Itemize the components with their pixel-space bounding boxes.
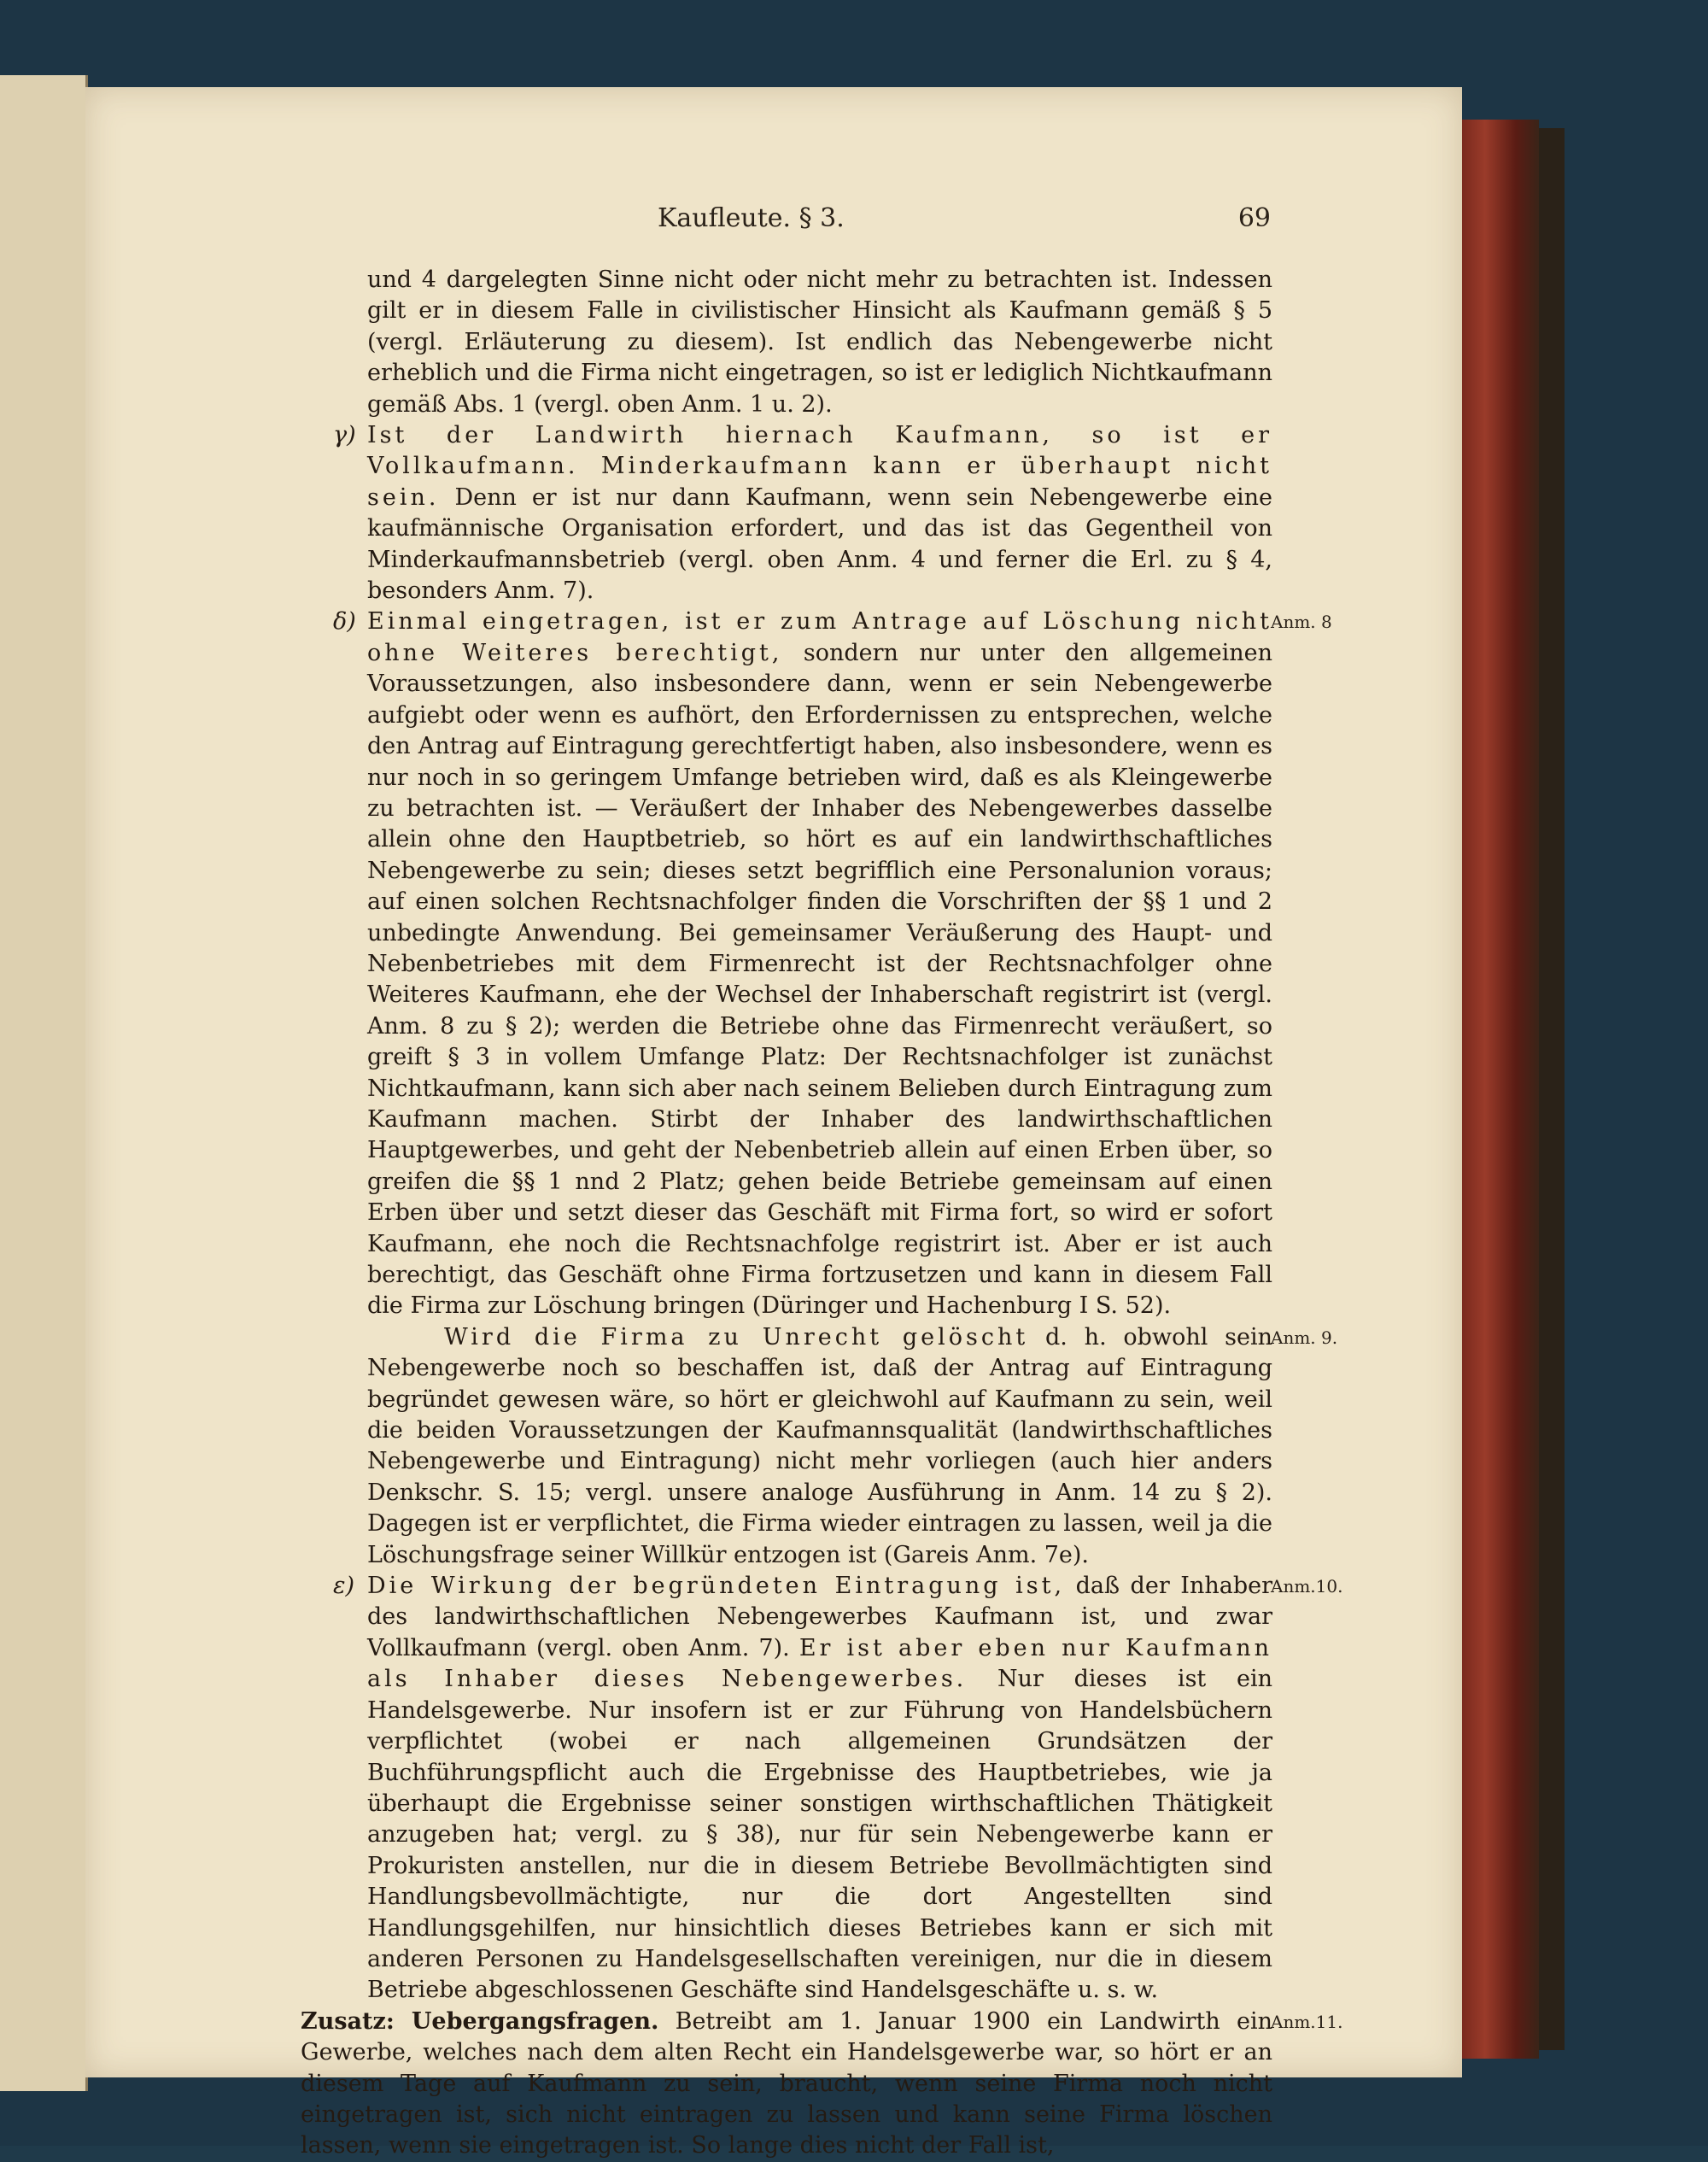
page-body xyxy=(301,265,1343,2162)
paragraph-text: Betreibt am 1. Januar 1900 ein Landwirth ein Gewerbe, welches nach dem alten Recht ein Handelsgewerbe war, so hört er an diesem Tage auf Kaufmann zu sein, braucht, wenn seine Firma noch nicht eingetragen ist, sich nicht eintragen zu lassen und kann seine Firma löschen lassen, wenn sie eingetragen ist. So lange dies nicht der Fall ist, xyxy=(301,2007,1273,2159)
margin-note: Anm. 9. xyxy=(1271,1327,1338,1348)
item-epsilon xyxy=(333,1571,1343,2007)
item-wird xyxy=(367,1322,1338,1571)
book-page-edges xyxy=(1462,120,1539,2059)
paragraph-text: daß der Inhaber des landwirthschaftlichen Nebengewerbes Kaufmann ist, und zwar Vollkaufmann (vergl. oben Anm. 7). xyxy=(367,1573,1272,1661)
item-label: δ) xyxy=(333,608,356,636)
margin-note: Anm.11. xyxy=(1271,2011,1343,2032)
margin-note: Anm.10. xyxy=(1271,1576,1343,1597)
spaced-lead: Einmal eingetragen, ist er zum Antrage auf Löschung nicht ohne Weiteres berechtigt, xyxy=(367,608,1272,666)
paragraph-text-2: Nur dieses ist ein Handelsgewerbe. Nur insofern ist er zur Führung von Handelsbüchern verpflichtet (wobei er nach allgemeinen Grundsätzen der Buchführungspflicht auch die Ergebnisse des Hauptbetriebes, wie ja überhaupt die Ergebnisse seiner sonstigen wirthschaftlichen Thätigkeit anzugeben hat; vergl. zu § 38), nur für sein Nebengewerbe kann er Prokuristen anstellen, nur die in diesem Betriebe Bevollmächtigten sind Handlungsbevollmächtigte, nur die dort Angestellten sind Handlungsgehilfen, nur hinsichtlich dieses Betriebes kann er sich mit anderen Personen zu Handelsgesellschaften vereinigen, nur die in diesem Betriebe abgeschlossenen Geschäfte sind Handelsgeschäfte u. s. w. xyxy=(367,1666,1272,2004)
spaced-lead: Die Wirkung der begründeten Eintragung ist, xyxy=(367,1573,1066,1600)
item-label: γ) xyxy=(333,422,356,449)
margin-note: Anm. 8 xyxy=(1271,612,1332,633)
item-label: ε) xyxy=(333,1573,355,1600)
running-title: Kaufleute. § 3. xyxy=(658,203,845,233)
item-gamma xyxy=(333,420,1272,606)
book-cover xyxy=(1539,128,1565,2050)
spaced-lead: Wird die Firma zu Unrecht gelöscht xyxy=(444,1323,1029,1351)
item-zusatz xyxy=(301,2007,1343,2162)
spaced-lead: Ist der Landwirth hiernach Kaufmann, so ist er Vollkaufmann. Minderkaufmann kann er überhaupt nicht sein. xyxy=(367,422,1272,511)
paragraph-text: sondern nur unter den allgemeinen Voraussetzungen, also insbesondere dann, wenn er sein Nebengewerbe aufgiebt oder wenn es aufhört, den Erfordernissen zu entsprechen, welche den Antrag auf Eintragung gerechtfertigt haben, also insbesondere, wenn es nur noch in so geringem Umfange betrieben wird, daß es als Kleingewerbe zu betrachten ist. — Veräußert der Inhaber des Nebengewerbes dasselbe allein ohne den Hauptbetrieb, so hört es auf ein landwirthschaftliches Nebengewerbe zu sein; dieses setzt begrifflich eine Personalunion voraus; auf einen solchen Rechtsnachfolger finden die Vorschriften der §§ 1 und 2 unbedingte Anwendung. Bei gemeinsamer Veräußerung des Haupt- und Nebenbetriebes mit dem Firmenrecht ist der Rechtsnachfolger ohne Weiteres Kaufmann, ehe der Wechsel der Inhaberschaft registrirt ist (vergl. Anm. 8 zu § 2); werden die Betriebe ohne das Firmenrecht veräußert, so greift § 3 in vollem Umfange Platz: Der Rechtsnachfolger ist zunächst Nichtkaufmann, kann sich aber nach seinem Belieben durch Eintragung zum Kaufmann machen. Stirbt der Inhaber des landwirthschaftlichen Hauptgewerbes, und geht der Nebenbetrieb allein auf einen Erben über, so greifen die §§ 1 nnd 2 Platz; gehen beide Betriebe gemeinsam auf einen Erben über und setzt dieser das Geschäft mit Firma fort, so wird er sofort Kaufmann, ehe noch die Rechtsnachfolge registrirt ist. Aber er ist auch berechtigt, das Geschäft ohne Firma fortzusetzen und kann in diesem Fall die Firma zur Löschung bringen (Düringer und Hachenburg I S. 52). xyxy=(367,639,1272,1320)
paragraph-text: Denn er ist nur dann Kaufmann, wenn sein Nebengewerbe eine kaufmännische Organisation erfordert, und das ist das Gegentheil von Minderkaufmannsbetrieb (vergl. oben Anm. 4 und ferner die Erl. zu § 4, besonders Anm. 7). xyxy=(367,483,1272,605)
facing-page-edge xyxy=(0,75,88,2091)
zusatz-heading: Zusatz: Uebergangsfragen. xyxy=(301,2007,659,2035)
spaced-lead-2: Er ist aber eben nur Kaufmann als Inhaber dieses Nebengewerbes. xyxy=(367,1634,1272,1693)
item-delta xyxy=(333,606,1332,1321)
paragraph-beta-end: und 4 dargelegten Sinne nicht oder nicht mehr zu betrachten ist. Indessen gilt er in diesem Falle in civilistischer Hinsicht als Kaufmann gemäß § 5 (vergl. Erläuterung zu diesem). Ist endlich das Nebengewerbe nicht erheblich und die Firma nicht eingetragen, so ist er lediglich Nichtkaufmann gemäß Abs. 1 (vergl. oben Anm. 1 u. 2). xyxy=(367,267,1272,418)
page-number: 69 xyxy=(1237,203,1271,233)
paragraph-text: d. h. obwohl sein Nebengewerbe noch so beschaffen ist, daß der Antrag auf Eintragung begründet gewesen wäre, so hört er gleichwohl auf Kaufmann zu sein, weil die beiden Voraussetzungen der Kaufmannsqualität (landwirthschaftliches Nebengewerbe und Eintragung) nicht mehr vorliegen (auch hier anders Denkschr. S. 15; vergl. unsere analoge Ausführung in Anm. 14 zu § 2). Dagegen ist er verpflichtet, die Firma wieder eintragen zu lassen, weil ja die Löschungsfrage seiner Willkür entzogen ist (Gareis Anm. 7e). xyxy=(367,1323,1272,1568)
